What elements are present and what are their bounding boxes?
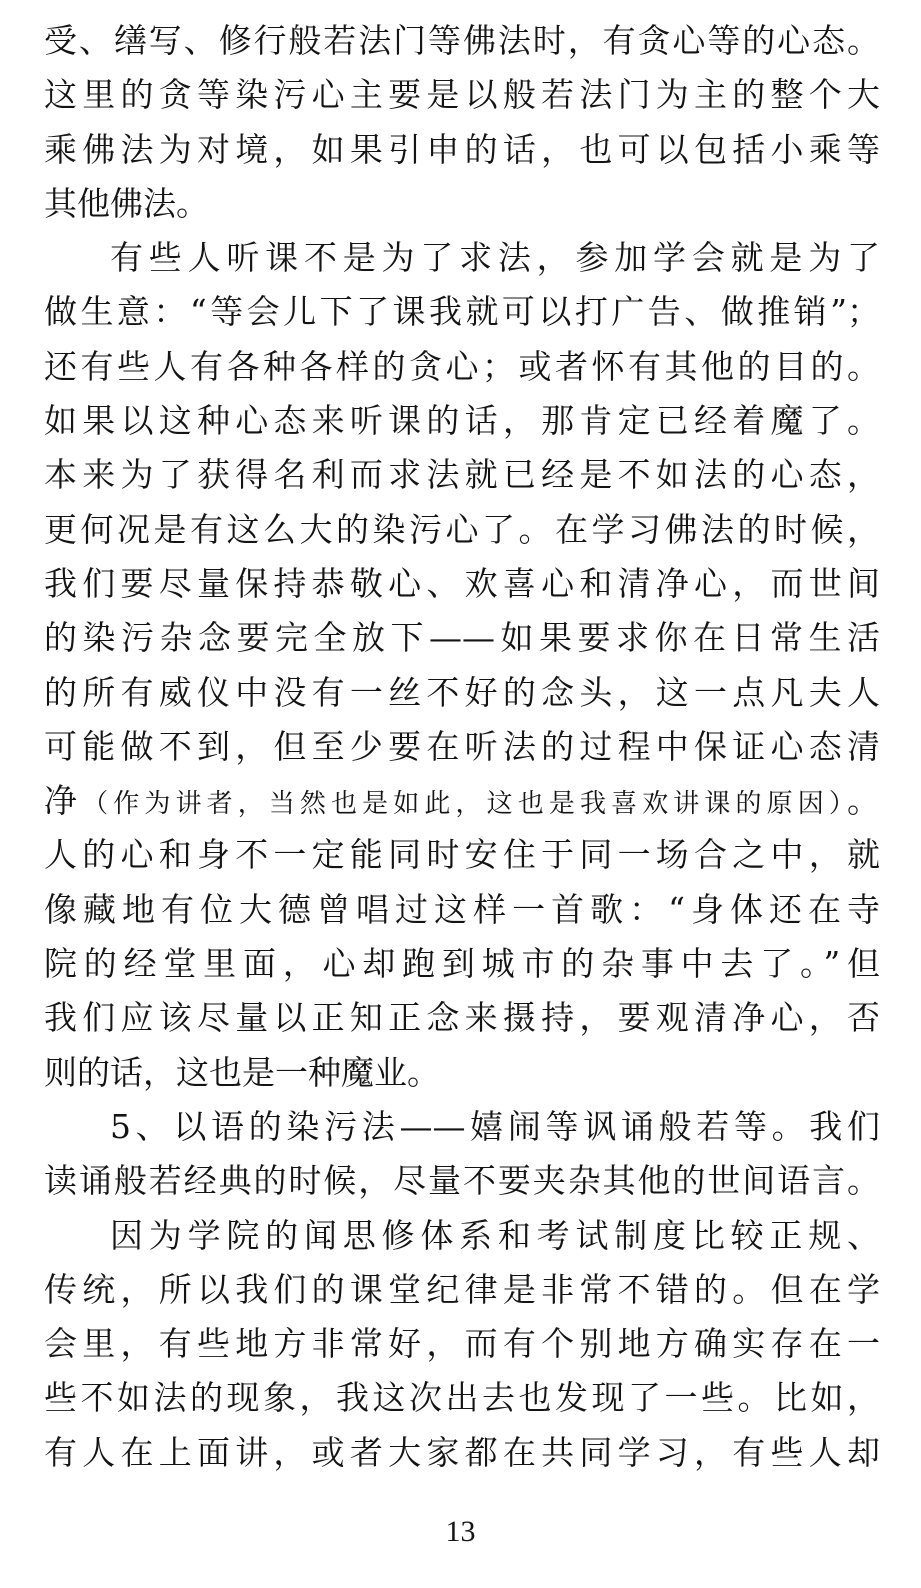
text-line: 读诵般若经典的时候，尽量不要夹杂其他的世间语言。	[44, 1161, 880, 1201]
parenthetical-note: （作为讲者，当然也是如此，这也是我喜欢讲课的原因）	[82, 789, 847, 820]
text-line: 这里的贪等染污心主要是以般若法门为主的整个大	[44, 75, 880, 115]
text-line: 传统，所以我们的课堂纪律是非常不错的。但在学	[44, 1269, 880, 1309]
text-line: 5、以语的染污法——嬉闹等讽诵般若等。我们	[110, 1106, 880, 1146]
text-line: 我们应该尽量以正知正念来摄持，要观清净心，否	[44, 998, 880, 1038]
text-line: 有人在上面讲，或者大家都在共同学习，有些人却	[44, 1432, 880, 1472]
text-line: 还有些人有各种各样的贪心；或者怀有其他的目的。	[44, 346, 880, 386]
text-line: 如果以这种心态来听课的话，那肯定已经着魔了。	[44, 401, 880, 441]
text-line: 做生意：“等会儿下了课我就可以打广告、做推销”；	[44, 292, 880, 332]
text-line	[44, 774, 880, 828]
text-line: 些不如法的现象，我这次出去也发现了一些。比如，	[44, 1378, 880, 1418]
body-text	[44, 14, 880, 1480]
line-text: 净	[44, 781, 83, 821]
text-line: 会里，有些地方非常好，而有个别地方确实存在一	[44, 1324, 880, 1364]
text-line: 则的话，这也是一种魔业。	[44, 1052, 440, 1092]
text-line: 可能做不到，但至少要在听法的过程中保证心态清	[44, 726, 880, 766]
text-line: 本来为了获得名利而求法就已经是不如法的心态，	[44, 455, 880, 495]
text-line: 我们要尽量保持恭敬心、欢喜心和清净心，而世间	[44, 563, 880, 603]
text-line: 的染污杂念要完全放下——如果要求你在日常生活	[44, 618, 880, 658]
text-line: 乘佛法为对境，如果引申的话，也可以包括小乘等	[44, 129, 880, 169]
text-line: 其他佛法。	[44, 183, 209, 223]
text-line: 像藏地有位大德曾唱过这样一首歌：“身体还在寺	[44, 889, 880, 929]
text-line: 更何况是有这么大的染污心了。在学习佛法的时候，	[44, 509, 880, 549]
text-line: 的所有威仪中没有一丝不好的念头，这一点凡夫人	[44, 672, 880, 712]
page-number: 13	[445, 1515, 476, 1548]
text-line: 受、缮写、修行般若法门等佛法时，有贪心等的心态。	[44, 21, 880, 60]
text-line: 有些人听课不是为了求法，参加学会就是为了	[110, 238, 880, 278]
text-line: 因为学院的闻思修体系和考试制度比较正规、	[110, 1215, 880, 1255]
text-line: 人的心和身不一定能同时安住于同一场合之中，就	[44, 835, 880, 875]
text-line: 院的经堂里面，心却跑到城市的杂事中去了。”但	[44, 944, 880, 984]
line-text: 。	[847, 781, 880, 821]
